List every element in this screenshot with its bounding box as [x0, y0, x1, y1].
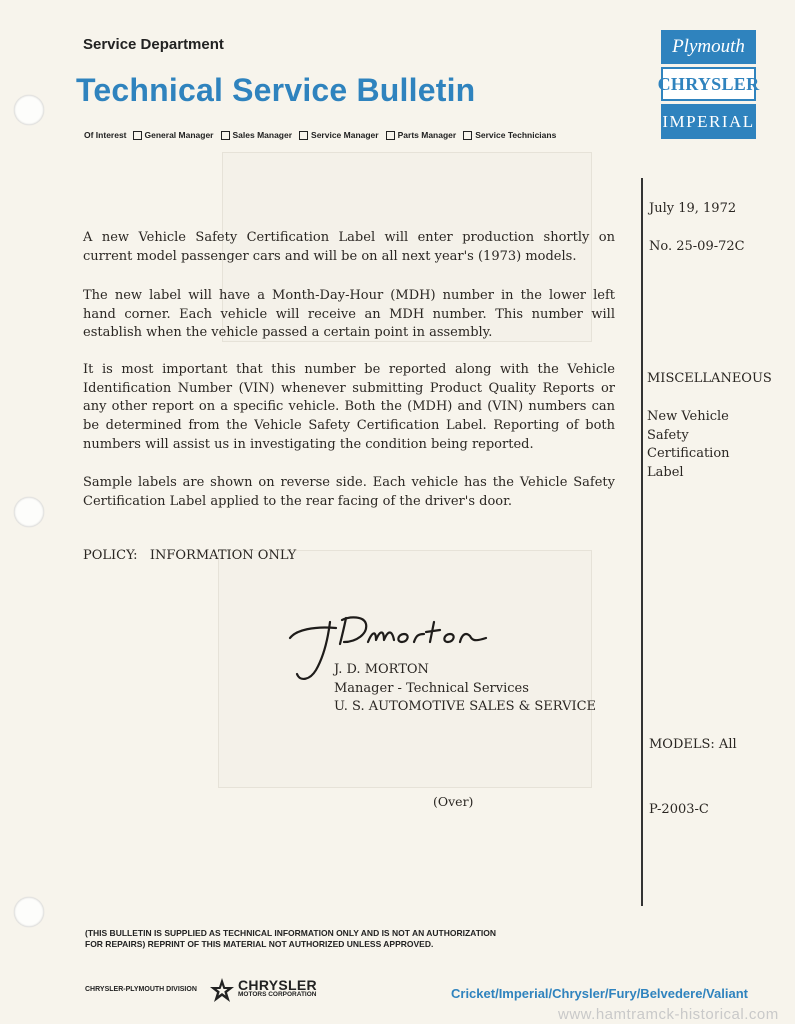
bulletin-category: MISCELLANEOUS: [647, 371, 772, 386]
interest-option-sales-manager: Sales Manager: [221, 130, 293, 140]
model-lineup: Cricket/Imperial/Chrysler/Fury/Belvedere/Valiant: [451, 986, 748, 1001]
paragraph-2: The new label will have a Month-Day-Hour (MDH) number in the lower left hand corner. Each vehicle will receive an MDH number. This number will establish when the vehicle passed a certain point in assembly.: [83, 288, 615, 341]
signer-name: J. D. MORTON: [334, 662, 429, 677]
department-heading: Service Department: [83, 36, 224, 53]
brand-plymouth: Plymouth: [661, 30, 756, 64]
signer-title: Manager - Technical Services: [334, 680, 529, 696]
binder-hole-top: [14, 95, 44, 125]
bulletin-title: Technical Service Bulletin: [76, 72, 476, 108]
binder-hole-middle: [14, 497, 44, 527]
watermark: www.hamtramck-historical.com: [558, 1006, 779, 1023]
pentastar-logo-icon: [209, 977, 235, 1003]
corporation-logo: CHRYSLER MOTORS CORPORATION: [238, 977, 317, 998]
brand-imperial: IMPERIAL: [661, 104, 756, 139]
policy-line: POLICY: INFORMATION ONLY: [83, 548, 297, 563]
signer-block: [334, 661, 596, 717]
interest-label: Of Interest: [84, 130, 127, 140]
checkbox: [386, 131, 395, 140]
interest-option-service-technicians: Service Technicians: [463, 130, 556, 140]
over-note: (Over): [433, 794, 474, 809]
form-number: P-2003-C: [649, 802, 709, 817]
paragraph-1: A new Vehicle Safety Certification Label will enter production shortly on current model passenger cars and will be on all next year's (1973) models.: [83, 230, 615, 264]
division-name: CHRYSLER-PLYMOUTH DIVISION: [85, 986, 197, 993]
checkbox: [133, 131, 142, 140]
paragraph-3: It is most important that this number be reported along with the Vehicle Identification Number (VIN) whenever submitting Product Quality Reports or any other report on a specific vehicle. Both the (MDH) and (VIN) numbers can be determined from the Vehicle Safety Certification Label. Reporting of both numbers will assist us in investigating the condition being reported.: [83, 362, 615, 452]
paragraph-4: Sample labels are shown on reverse side. Each vehicle has the Vehicle Safety Certification Label applied to the rear facing of the driver's door.: [83, 475, 615, 509]
checkbox: [463, 131, 472, 140]
bulletin-date: July 19, 1972: [649, 201, 737, 216]
interest-checklist: [84, 130, 563, 140]
checkbox: [299, 131, 308, 140]
column-divider: [641, 178, 643, 906]
disclaimer: (THIS BULLETIN IS SUPPLIED AS TECHNICAL INFORMATION ONLY AND IS NOT AN AUTHORIZATION FOR REPAIRS) REPRINT OF THIS MATERIAL NOT AUTHORIZED UNLESS APPROVED.: [85, 928, 496, 949]
bulletin-number: No. 25-09-72C: [649, 239, 745, 254]
interest-option-parts-manager: Parts Manager: [386, 130, 457, 140]
checkbox: [221, 131, 230, 140]
brand-chrysler: CHRYSLER: [661, 67, 756, 101]
signer-org: U. S. AUTOMOTIVE SALES & SERVICE: [334, 699, 597, 715]
binder-hole-bottom: [14, 897, 44, 927]
models-applicable: MODELS: All: [649, 737, 737, 752]
interest-option-service-manager: Service Manager: [299, 130, 379, 140]
bulletin-subject: New Vehicle Safety Certification Label: [647, 409, 730, 481]
interest-option-general-manager: General Manager: [133, 130, 214, 140]
